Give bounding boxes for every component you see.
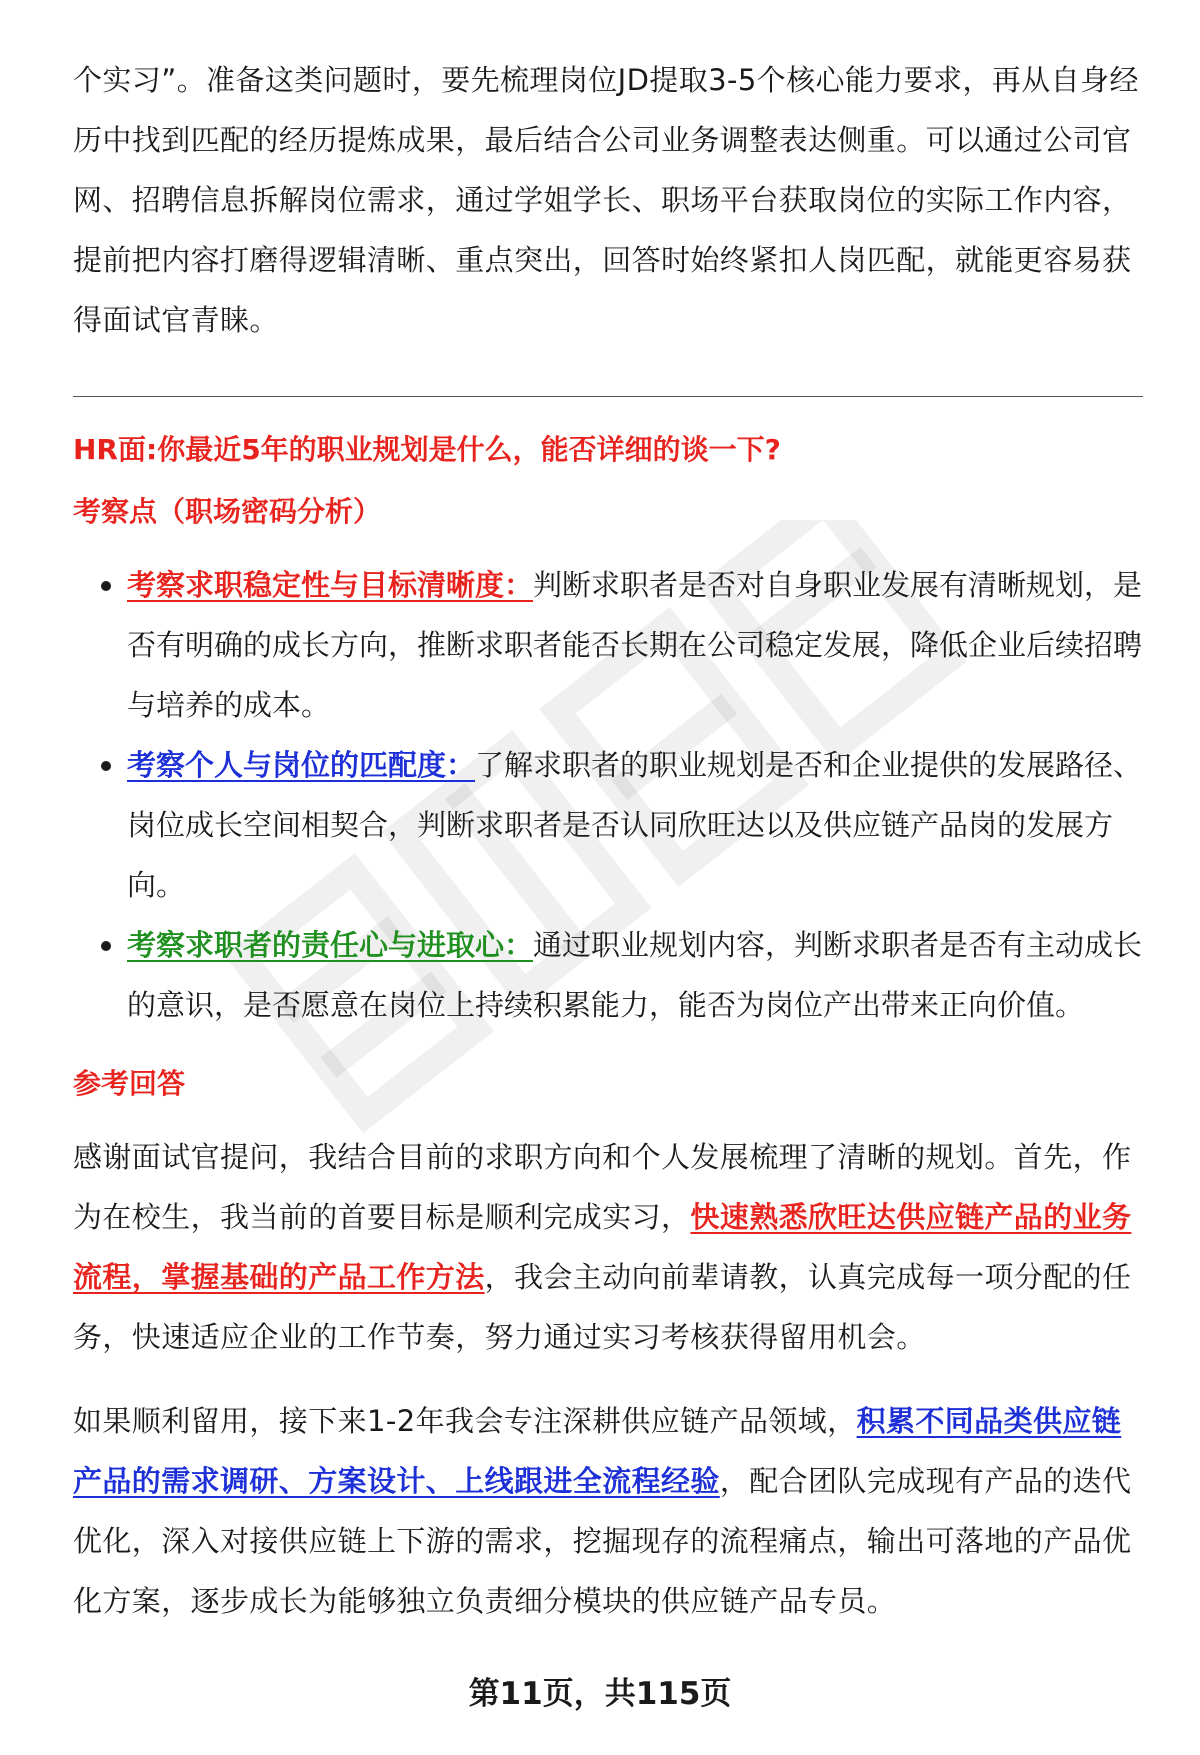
list-item [73, 735, 1143, 915]
analysis-list [73, 555, 1143, 1035]
point-text: 了解求职者的职业规划是否和企业提供的发展路径、岗位成长空间相契合，判断求职者是否认同欣旺达以及供应链产品岗的发展方向。 [127, 748, 1143, 902]
point-text: 判断求职者是否对自身职业发展有清晰规划，是否有明确的成长方向，推断求职者能否长期在公司稳定发展，降低企业后续招聘与培养的成本。 [127, 568, 1143, 722]
answer-paragraph [73, 1391, 1143, 1631]
answer-heading: 参考回答 [73, 1067, 186, 1100]
point-label: 考察个人与岗位的匹配度： [127, 748, 476, 782]
section-divider [73, 396, 1143, 397]
point-label: 考察求职稳定性与目标清晰度： [127, 568, 534, 602]
point-label: 考察求职者的责任心与进取心： [127, 928, 534, 962]
intro-paragraph: 个实习”。准备这类问题时，要先梳理岗位JD提取3-5个核心能力要求，再从自身经历中找到匹配的经历提炼成果，最后结合公司业务调整表达侧重。可以通过公司官网、招聘信息拆解岗位需求，通过学姐学长、职场平台获取岗位的实际工作内容，提前把内容打磨得逻辑清晰、重点突出，回答时始终紧扣人岗匹配，就能更容易获得面试官青睐。 [73, 63, 1139, 337]
bullet-icon [101, 581, 111, 591]
answer-paragraph [73, 1127, 1143, 1367]
list-item [73, 915, 1143, 1035]
question-heading: HR面:你最近5年的职业规划是什么，能否详细的谈一下? [73, 433, 781, 466]
answer-text: 感谢面试官提问，我结合目前的求职方向和个人发展梳理了清晰的规划。首先，作为在校生，我当前的首要目标是顺利完成实习， [73, 1140, 1132, 1234]
bullet-icon [101, 941, 111, 951]
answer-text: 如果顺利留用，接下来1-2年我会专注深耕供应链产品领域， [73, 1404, 857, 1438]
answer-text: ，我会主动向前辈请教，认真完成每一项分配的任务，快速适应企业的工作节奏，努力通过实习考核获得留用机会。 [73, 1260, 1132, 1354]
point-text: 通过职业规划内容，判断求职者是否有主动成长的意识，是否愿意在岗位上持续积累能力，能否为岗位产出带来正向价值。 [127, 928, 1143, 1022]
main-content [73, 50, 1143, 1631]
list-item [73, 555, 1143, 735]
bullet-icon [101, 761, 111, 771]
answer-highlight: 快速熟悉欣旺达供应链产品的业务流程，掌握基础的产品工作方法 [73, 1200, 1132, 1294]
page-number: 第11页，共115页 [468, 1676, 732, 1712]
analysis-heading: 考察点（职场密码分析） [73, 495, 382, 528]
answer-text: ，配合团队完成现有产品的迭代优化，深入对接供应链上下游的需求，挖掘现存的流程痛点，输出可落地的产品优化方案，逐步成长为能够独立负责细分模块的供应链产品专员。 [73, 1464, 1132, 1618]
answer-highlight: 积累不同品类供应链产品的需求调研、方案设计、上线跟进全流程经验 [73, 1404, 1122, 1498]
